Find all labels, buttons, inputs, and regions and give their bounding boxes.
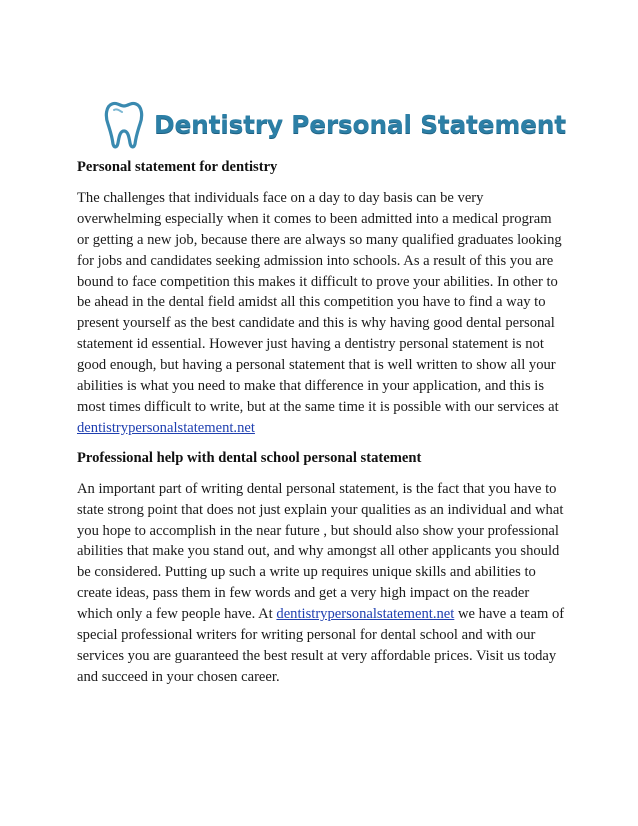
paragraph-text: we have a team of special professional writers for writing personal for dental school and with our services you are guaranteed the best result at very affordable prices. Visit us today and succeed in your chosen career. bbox=[77, 606, 565, 685]
paragraph-text: The challenges that individuals face on a day to day basis can be very overwhelming especially when it comes to been admitted into a medical program or getting a new job, because there are always so many qualified graduates looking for jobs and candidates seeking admission into schools. As a result of this you are bound to face competition this makes it difficult to prove your abilities. In other to be ahead in the dental field amidst all this competition you have to find a way to present yourself as the best candidate and this is why having good dental personal statement id essential. However just having a dentistry personal statement is not good enough, but having a personal statement that is well written to show all your abilities is what you need to make that difference in your application, and this is most times difficult to write, but at the same time it is possible with our services at bbox=[77, 189, 562, 415]
website-link[interactable]: dentistrypersonalstatement.net bbox=[77, 419, 255, 436]
site-logo bbox=[104, 96, 566, 152]
section-heading-personal-statement: Personal statement for dentistry bbox=[77, 159, 278, 175]
document-body bbox=[77, 157, 567, 688]
paragraph-text: An important part of writing dental personal statement, is the fact that you have to state strong point that does not just explain your qualities as an individual and what you hope to accomplish in the near future , but should also show your professional abilities that make you stand out, and why amongst all other applicants you should be considered. Putting up such a write up requires unique skills and abilities to create ideas, pass them in few words and get a very high impact on the reader which only a few people have. At bbox=[77, 480, 564, 623]
section-paragraph-intro bbox=[77, 188, 567, 439]
section-heading-professional-help: Professional help with dental school personal statement bbox=[77, 449, 422, 466]
logo-title: Dentistry Personal Statement bbox=[154, 109, 566, 139]
tooth-icon bbox=[104, 98, 144, 150]
website-link[interactable]: dentistrypersonalstatement.net bbox=[276, 606, 455, 623]
section-paragraph-professional bbox=[77, 479, 567, 688]
